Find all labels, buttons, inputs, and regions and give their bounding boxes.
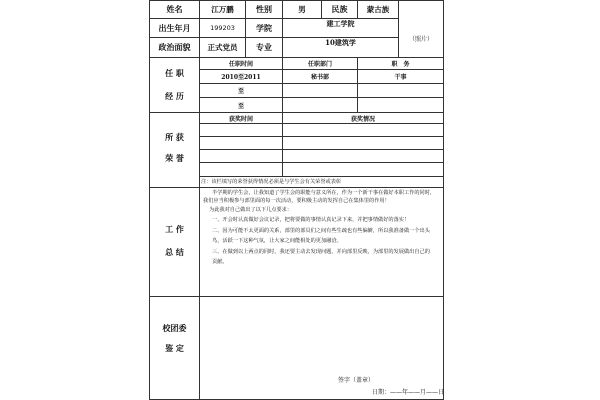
exp-row-1-time: 2010至2011 <box>221 74 261 81</box>
major-label: 专业 <box>256 42 272 52</box>
hon-h2 <box>199 136 444 137</box>
birth-label: 出生年月 <box>158 22 191 33</box>
summary-paragraph-6: 鸟，活跃一下这种气氛，让大家之间能相处的更加融洽。 <box>212 238 342 244</box>
honors-note: 注：该栏填写的荣誉获得情况必须是与学生会有关荣誉或表彰 <box>201 179 342 185</box>
approval-label-line-1: 校团委 <box>162 322 187 333</box>
major-value: 10建筑学 <box>325 38 356 47</box>
summary-paragraph-7: 三、在做到以上两点的同时，我还要主动去发现问题，并向部里反映，为部里的发展做出自己的 <box>212 249 430 255</box>
experience-section-label <box>150 62 199 108</box>
gender-label: 性别 <box>256 4 272 14</box>
college-value: 建工学院 <box>326 18 355 28</box>
hon-h4 <box>199 162 444 163</box>
approval-date: 日期：——年——月——日 <box>372 389 445 396</box>
ethnicity-value: 蒙古族 <box>366 5 390 14</box>
exp-col-time: 任职时间 <box>228 61 253 68</box>
summary-section-label <box>150 218 199 264</box>
name-value: 江万鹏 <box>211 5 234 14</box>
hon-h3 <box>199 149 444 150</box>
summary-paragraph-2: 我们应当积极参与部里面的每一次活动，要积极主动的发挥自己在集体里的作用！ <box>203 198 390 204</box>
experience-label-line-2: 经 历 <box>165 91 184 101</box>
summary-label-line-1: 工 作 <box>165 224 184 234</box>
honors-col-time: 获奖时间 <box>228 115 253 123</box>
summary-v <box>199 187 200 400</box>
exp-row-2-time: 至 <box>237 88 244 95</box>
summary-paragraph-4: 一、开会时认真做好会议记录，把将要做的事情认真记录下来，并把事情做好的落实！ <box>212 217 410 223</box>
summary-bottom <box>149 296 444 297</box>
approval-signature: 签字（盖章） <box>338 377 375 384</box>
hon-h5 <box>199 176 444 177</box>
birth-value: 199203 <box>210 24 235 32</box>
photo-placeholder: （照片） <box>408 35 433 43</box>
exp-row-3-time: 至 <box>237 102 244 110</box>
summary-label-line-2: 总 结 <box>165 247 184 257</box>
ethnicity-label: 民族 <box>331 4 348 14</box>
exp-col-dept: 任职部门 <box>307 61 332 68</box>
exp-row-1-post: 干事 <box>394 74 407 81</box>
gender-value: 男 <box>298 5 306 14</box>
exp-col-post: 职 务 <box>391 61 410 68</box>
honors-col-status: 获奖情况 <box>350 115 375 123</box>
name-label: 姓名 <box>166 4 183 14</box>
summary-paragraph-1: 半学期的学生会，让我知道了学生会的职能与意义所在，作为一个新干事在做好本职工作的同时， <box>212 190 436 196</box>
approval-section-label <box>150 318 199 358</box>
summary-paragraph-5: 二、因为可能不太更面的关系，部里的部员们之间有些生疏也有些偏僻，所以我准备做一个出头 <box>212 228 430 234</box>
approval-label-line-2: 鉴 定 <box>165 342 184 353</box>
politics-label: 政治面貌 <box>158 42 191 52</box>
summary-paragraph-8: 贡献。 <box>212 259 228 265</box>
exp-row-1-dept: 秘书部 <box>310 74 329 81</box>
hon-bottom <box>149 187 444 188</box>
honors-label-line-2: 荣 誉 <box>165 153 184 163</box>
honors-label-line-1: 所 获 <box>165 132 184 142</box>
hon-h1 <box>199 123 444 124</box>
frame-right <box>443 0 444 400</box>
experience-label-line-1: 任 职 <box>165 68 184 78</box>
honors-section-label <box>150 127 199 169</box>
college-label: 学院 <box>256 22 272 33</box>
summary-paragraph-3: 为此我对自己做出了以下几点要求： <box>209 207 293 213</box>
politics-value: 正式党员 <box>207 43 238 52</box>
